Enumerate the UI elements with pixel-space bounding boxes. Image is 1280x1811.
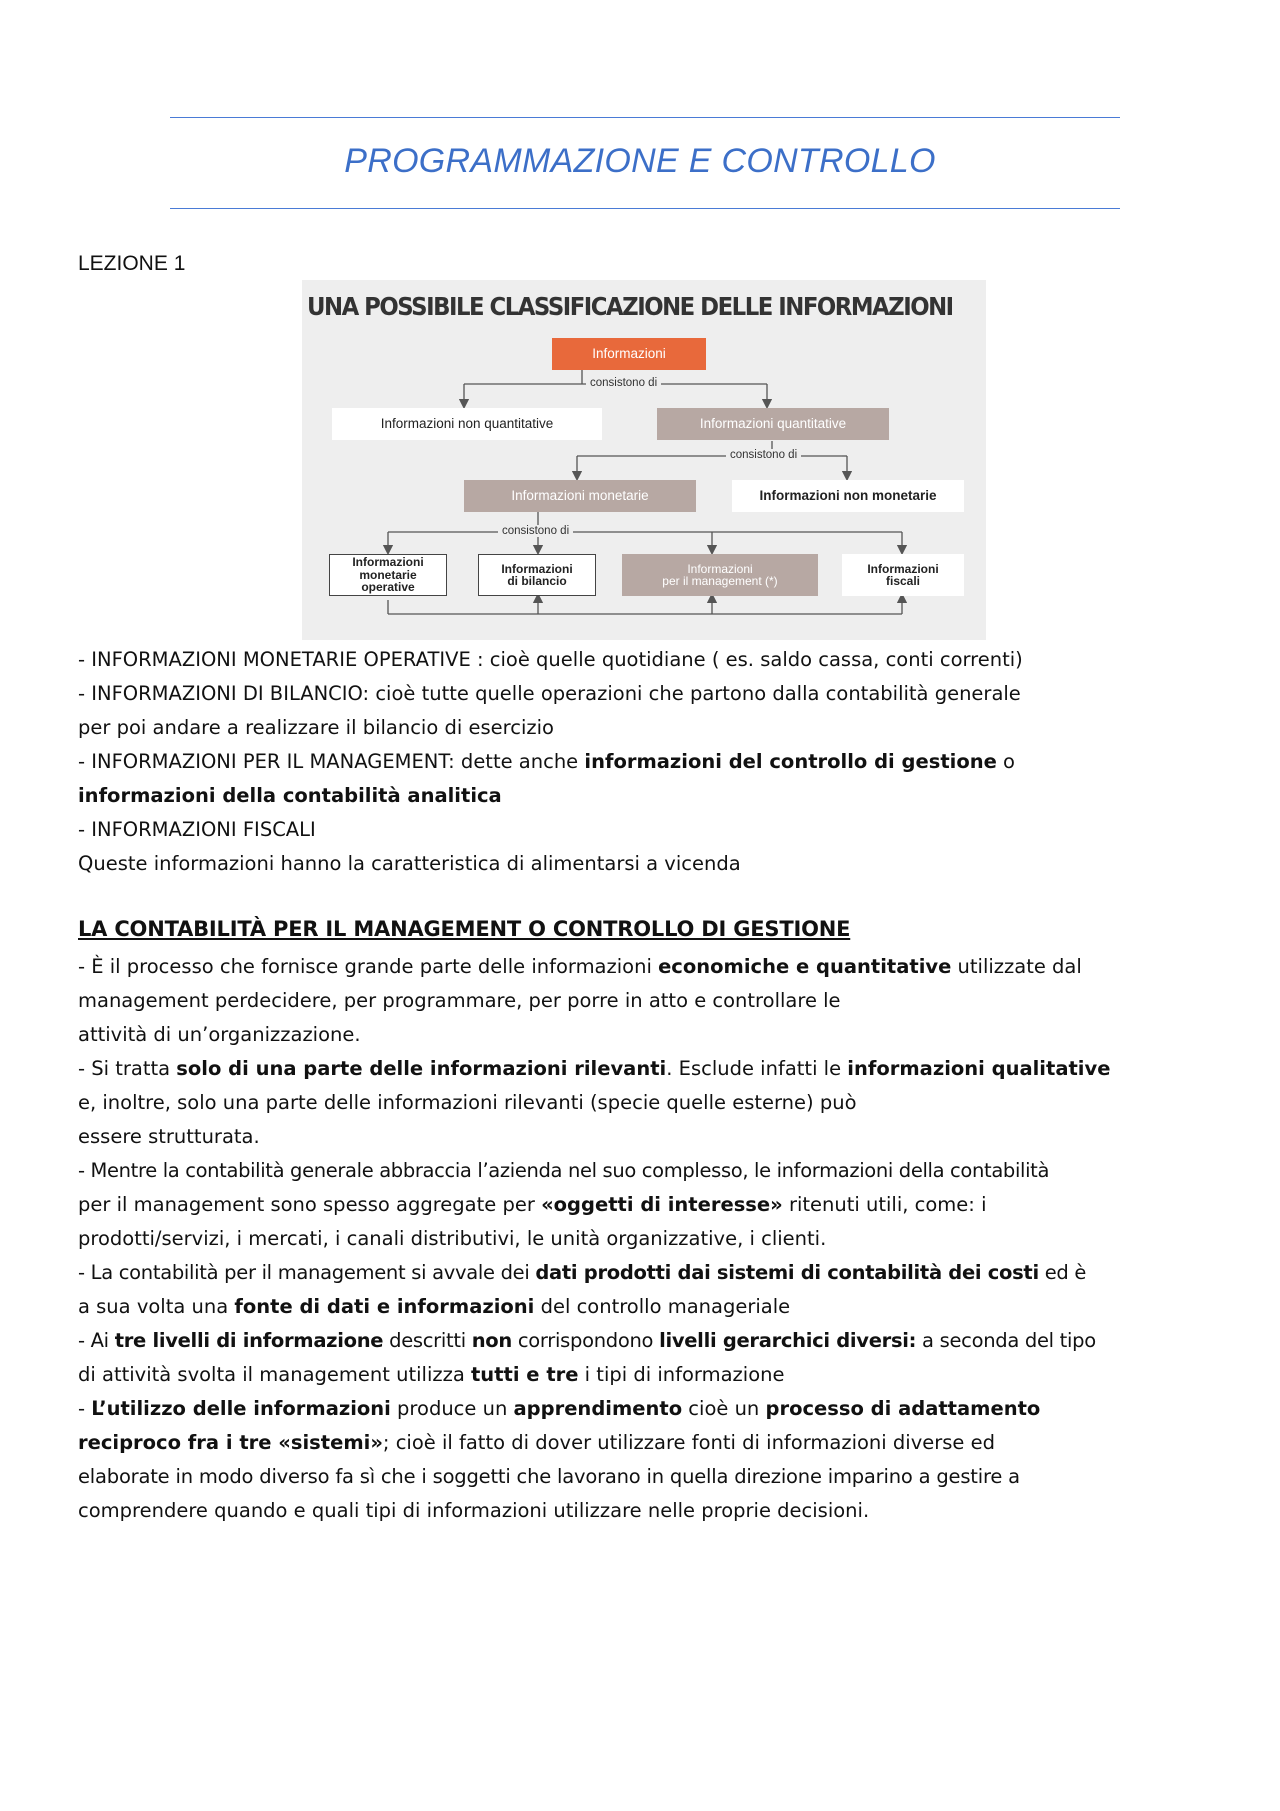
header-rule-bottom (170, 208, 1120, 209)
list-item-continuation: per poi andare a realizzare il bilancio di esercizio (78, 716, 554, 739)
paragraph-line: a sua volta una fonte di dati e informazioni del controllo manageriale (78, 1295, 791, 1318)
list-item: - INFORMAZIONI PER IL MANAGEMENT: dette anche informazioni del controllo di gestione o (78, 750, 1015, 773)
paragraph-line: - Ai tre livelli di informazione descritti non corrispondono livelli gerarchici diversi: a seconda del tipo (78, 1329, 1096, 1352)
list-item: - INFORMAZIONI DI BILANCIO: cioè tutte quelle operazioni che partono dalla contabilità generale (78, 682, 1021, 705)
paragraph-line: - Mentre la contabilità generale abbraccia l’azienda nel suo complesso, le informazioni della contabilità (78, 1159, 1050, 1182)
node-operative (329, 554, 447, 596)
list-item-continuation: informazioni della contabilità analitica (78, 784, 502, 807)
list-item: - INFORMAZIONI FISCALI (78, 818, 316, 841)
paragraph-line: elaborate in modo diverso fa sì che i soggetti che lavorano in quella direzione imparino a gestire a (78, 1465, 1020, 1488)
paragraph-line: - È il processo che fornisce grande parte delle informazioni economiche e quantitative utilizzate dal (78, 955, 1082, 978)
node-management (622, 554, 818, 596)
connector-label-3: consistono di (498, 525, 573, 537)
connector-label-2: consistono di (726, 449, 801, 461)
node-non-quantitative (332, 408, 602, 440)
paragraph-line: reciproco fra i tre «sistemi»; cioè il fatto di dover utilizzare fonti di informazioni diverse ed (78, 1431, 995, 1454)
node-non-monetarie (732, 480, 964, 512)
paragraph-line: prodotti/servizi, i mercati, i canali distributivi, le unità organizzative, i clienti. (78, 1227, 827, 1250)
node-non-monetarie-label: Informazioni non monetarie (759, 488, 937, 503)
node-fiscali-line1: Informazioni (867, 561, 939, 576)
list-item: - INFORMAZIONI MONETARIE OPERATIVE : cioè quelle quotidiane ( es. saldo cassa, conti correnti) (78, 648, 1023, 671)
node-quantitative-label: Informazioni quantitative (699, 416, 847, 431)
node-monetarie-label: Informazioni monetarie (511, 488, 649, 503)
list-note: Queste informazioni hanno la caratteristica di alimentarsi a vicenda (78, 852, 741, 875)
node-non-quantitative-label: Informazioni non quantitative (380, 416, 554, 431)
paragraph-line: - L’utilizzo delle informazioni produce un apprendimento cioè un processo di adattamento (78, 1397, 1041, 1420)
node-bilancio-line1: Informazioni (501, 561, 573, 576)
section-heading: LA CONTABILITÀ PER IL MANAGEMENT O CONTROLLO DI GESTIONE (78, 917, 851, 941)
node-bilancio (478, 554, 596, 596)
node-monetarie (464, 480, 696, 512)
paragraph-line: comprendere quando e quali tipi di informazioni utilizzare nelle proprie decisioni. (78, 1499, 870, 1522)
diagram-title: UNA POSSIBILE CLASSIFICAZIONE DELLE INFORMAZIONI (307, 292, 953, 321)
node-bilancio-line2: di bilancio (507, 574, 567, 588)
node-operative-line1: Informazioni (352, 555, 424, 570)
node-fiscali-line2: fiscali (885, 574, 921, 588)
node-operative-line3: operative (361, 580, 415, 595)
lesson-label: LEZIONE 1 (78, 252, 186, 275)
paragraph-line: per il management sono spesso aggregate per «oggetti di interesse» ritenuti utili, come: i (78, 1193, 987, 1216)
paragraph-line: essere strutturata. (78, 1125, 260, 1148)
paragraph-line: attività di un’organizzazione. (78, 1023, 361, 1046)
section-body (78, 950, 1218, 1528)
paragraph-line: di attività svolta il management utilizza tutti e tre i tipi di informazione (78, 1363, 785, 1386)
node-management-line1: Informazioni (687, 561, 753, 576)
paragraph-line: e, inoltre, solo una parte delle informazioni rilevanti (specie quelle esterne) può (78, 1091, 857, 1114)
node-informazioni-label: Informazioni (592, 346, 666, 361)
classification-diagram (302, 280, 986, 640)
header-rule-top (170, 117, 1120, 118)
node-fiscali (842, 554, 964, 596)
node-quantitative (657, 408, 889, 440)
paragraph-line: - Si tratta solo di una parte delle informazioni rilevanti. Esclude infatti le informazioni qualitative (78, 1057, 1111, 1080)
paragraph-line: management perdecidere, per programmare, per porre in atto e controllare le (78, 989, 841, 1012)
node-operative-line2: monetarie (359, 567, 417, 582)
node-informazioni (552, 338, 706, 370)
page-title: PROGRAMMAZIONE E CONTROLLO (344, 142, 936, 180)
connector-label-1: consistono di (586, 377, 661, 389)
information-list (78, 643, 1218, 881)
node-management-line2: per il management (*) (662, 574, 778, 588)
paragraph-line: - La contabilità per il management si avvale dei dati prodotti dai sistemi di contabilità dei costi ed è (78, 1261, 1087, 1284)
